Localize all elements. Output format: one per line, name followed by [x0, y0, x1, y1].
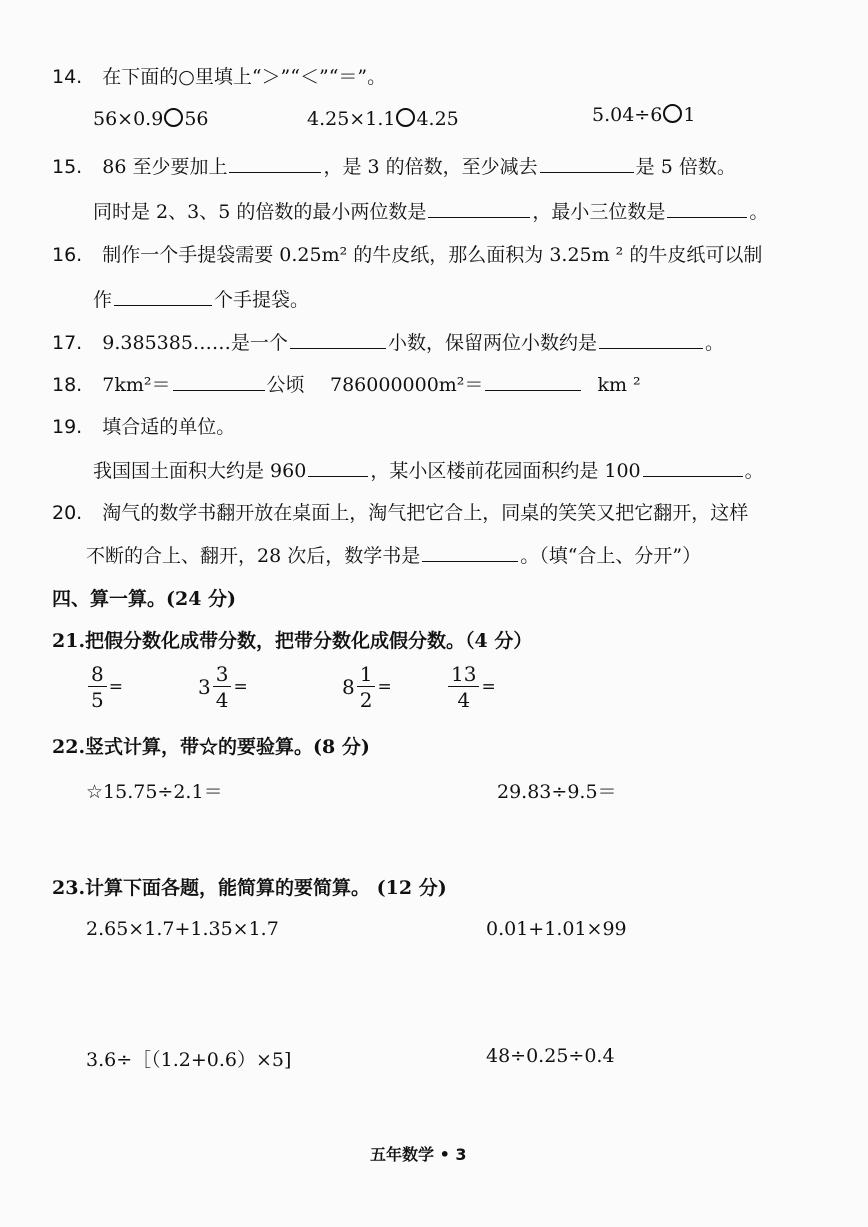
answer-blank[interactable] — [540, 154, 634, 173]
section-heading: 四、算一算。(24 分) — [52, 588, 237, 610]
calc-item: 29.83÷9.5＝ — [497, 781, 617, 803]
question-17: 17. 9.385385……是一个 小数，保留两位小数约是 。 — [52, 332, 724, 354]
answer-blank[interactable] — [308, 458, 368, 477]
question-20: 20. 淘气的数学书翻开放在桌面上，淘气把它合上，同桌的笑笑又把它翻开，这样 — [52, 502, 749, 524]
fraction-item-2: 3 $\frac{3}{4}$ = — [198, 662, 248, 712]
answer-blank[interactable] — [428, 199, 530, 218]
question-number: 18. — [52, 374, 83, 396]
compare-item-1: 56×0.9 56 — [93, 108, 209, 130]
answer-blank[interactable] — [667, 199, 747, 218]
compare-item-3: 5.04÷6 1 — [592, 104, 696, 126]
question-number: 17. — [52, 332, 83, 354]
compare-item-2: 4.25×1.1 4.25 — [307, 108, 459, 130]
calc-item: 3.6÷［（1.2+0.6）×5] — [86, 1049, 292, 1071]
question-19-line2: 我国国土面积大约是 960 ，某小区楼前花园面积约是 100 。 — [93, 460, 764, 482]
question-number: 19. — [52, 416, 83, 438]
question-15-line2: 同时是 2、3、5 的倍数的最小两位数是 ，最小三位数是 。 — [93, 201, 769, 223]
calc-item: 0.01+1.01×99 — [486, 918, 627, 940]
answer-blank[interactable] — [643, 458, 743, 477]
question-number: 20. — [52, 502, 83, 524]
fraction-item-1: $\frac{8}{5}$ = — [86, 664, 123, 710]
answer-blank[interactable] — [229, 154, 321, 173]
fraction: $\frac{1}{2}$ — [357, 664, 376, 710]
compare-circle[interactable] — [663, 104, 682, 123]
calc-item: 48÷0.25÷0.4 — [486, 1045, 615, 1067]
question-text: 在下面的○里填上“＞”“＜”“＝”。 — [102, 66, 387, 88]
fraction: $\frac{13}{4}$ — [448, 664, 479, 710]
answer-blank[interactable] — [422, 543, 518, 562]
question-16: 16. 制作一个手提袋需要 0.25m² 的牛皮纸，那么面积为 3.25m ² 的牛皮纸可以制 — [52, 244, 763, 266]
question-14 — [52, 62, 386, 89]
answer-blank[interactable] — [290, 330, 386, 349]
question-20-line2: 不断的合上、翻开，28 次后，数学书是 。（填“合上、分开”） — [86, 545, 702, 567]
answer-blank[interactable] — [599, 330, 703, 349]
answer-blank[interactable] — [114, 287, 212, 306]
calc-item: 2.65×1.7+1.35×1.7 — [86, 918, 279, 940]
compare-circle[interactable] — [164, 108, 183, 127]
question-22: 22.竖式计算，带☆的要验算。(8 分) — [52, 736, 370, 758]
question-21: 21.把假分数化成带分数，把带分数化成假分数。（4 分） — [52, 630, 533, 652]
question-number: 15. — [52, 156, 83, 178]
question-18: 18. 7km²＝ 公顷 — [52, 374, 305, 396]
question-16-line2: 作 个手提袋。 — [93, 289, 310, 311]
fraction: $\frac{8}{5}$ — [88, 664, 107, 710]
answer-blank[interactable] — [485, 372, 581, 391]
question-19: 19. 填合适的单位。 — [52, 416, 236, 438]
page-footer: 五年数学 • 3 — [370, 1145, 467, 1164]
calc-item: ☆15.75÷2.1＝ — [86, 781, 223, 803]
question-18-b: 786000000m²＝ km ² — [330, 374, 641, 396]
question-23: 23.计算下面各题，能简算的要简算。 (12 分) — [52, 877, 447, 899]
compare-circle[interactable] — [396, 108, 415, 127]
question-number: 14. — [52, 66, 83, 88]
answer-blank[interactable] — [173, 372, 265, 391]
fraction: $\frac{3}{4}$ — [213, 664, 232, 710]
fraction-item-4: $\frac{13}{4}$ = — [446, 664, 496, 710]
fraction-item-3: 8 $\frac{1}{2}$ = — [342, 662, 392, 712]
question-15: 15. 86 至少要加上 ，是 3 的倍数，至少减去 是 5 倍数。 — [52, 156, 736, 178]
question-number: 16. — [52, 244, 83, 266]
